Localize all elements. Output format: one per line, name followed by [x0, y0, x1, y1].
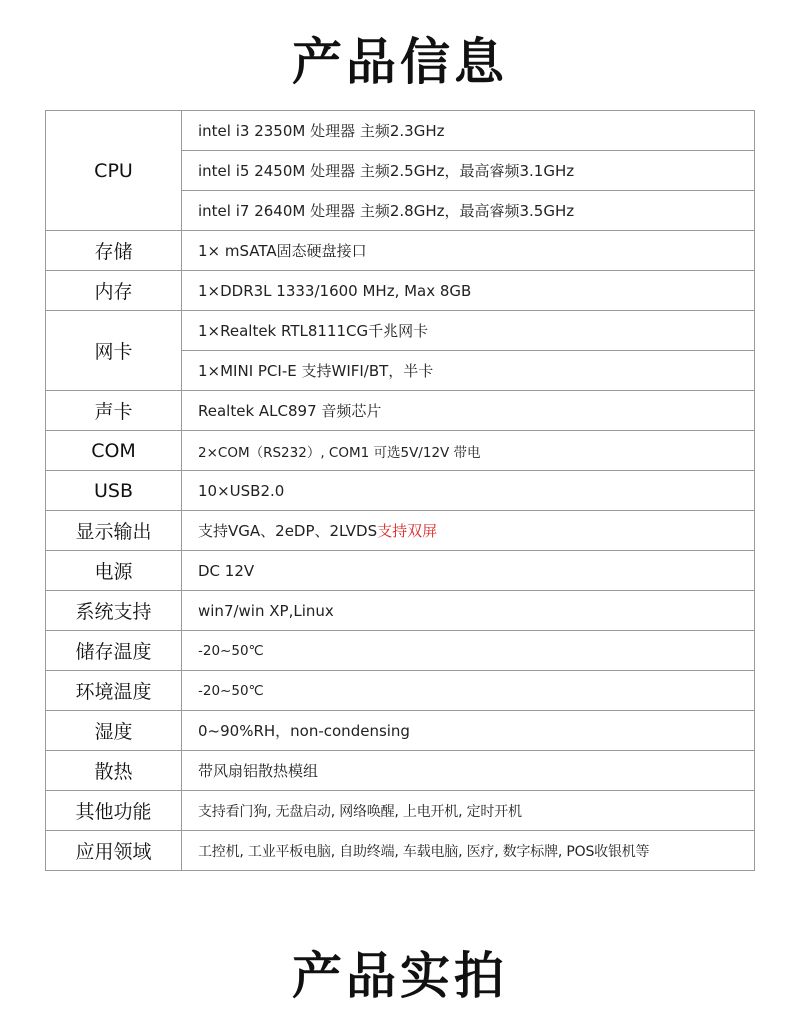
spec-value-usb: 10×USB2.0 [182, 471, 755, 511]
spec-row-nic [46, 311, 755, 351]
spec-label-other: 其他功能 [46, 791, 182, 831]
spec-label-sound: 声卡 [46, 391, 182, 431]
spec-row-other [46, 791, 755, 831]
spec-label-usb: USB [46, 471, 182, 511]
spec-label-cpu: CPU [46, 111, 182, 231]
spec-label-storage: 存储 [46, 231, 182, 271]
spec-label-cooling: 散热 [46, 751, 182, 791]
spec-row-env-temp [46, 671, 755, 711]
spec-value-other: 支持看门狗, 无盘启动, 网络唤醒, 上电开机, 定时开机 [182, 791, 755, 831]
spec-label-os: 系统支持 [46, 591, 182, 631]
spec-value-nic-lan: 1×Realtek RTL8111CG千兆网卡 [182, 311, 755, 351]
spec-row-cpu [46, 111, 755, 151]
spec-value-sound: Realtek ALC897 音频芯片 [182, 391, 755, 431]
spec-value-humidity: 0~90%RH，non-condensing [182, 711, 755, 751]
spec-value-nic-wifi: 1×MINI PCI-E 支持WIFI/BT，半卡 [182, 351, 755, 391]
spec-value-application: 工控机, 工业平板电脑, 自助终端, 车载电脑, 医疗, 数字标牌, POS收银机等 [182, 831, 755, 871]
spec-label-env-temp: 环境温度 [46, 671, 182, 711]
spec-row-cooling [46, 751, 755, 791]
spec-label-power: 电源 [46, 551, 182, 591]
spec-label-com: COM [46, 431, 182, 471]
spec-row-application [46, 831, 755, 871]
spec-table [45, 110, 755, 871]
spec-value-env-temp: -20~50℃ [182, 671, 755, 711]
spec-value-os: win7/win XP,Linux [182, 591, 755, 631]
spec-value-com: 2×COM（RS232）, COM1 可选5V/12V 带电 [182, 431, 755, 471]
spec-value-cpu-i7: intel i7 2640M 处理器 主频2.8GHz，最高睿频3.5GHz [182, 191, 755, 231]
spec-label-display: 显示输出 [46, 511, 182, 551]
spec-value-cpu-i5: intel i5 2450M 处理器 主频2.5GHz，最高睿频3.1GHz [182, 151, 755, 191]
spec-row-storage [46, 231, 755, 271]
spec-value-storage-temp: -20~50℃ [182, 631, 755, 671]
spec-row-display [46, 511, 755, 551]
spec-label-nic: 网卡 [46, 311, 182, 391]
dual-screen-highlight: 支持双屏 [377, 522, 438, 540]
spec-label-application: 应用领域 [46, 831, 182, 871]
product-info-title: 产品信息 [292, 33, 508, 91]
spec-value-power: DC 12V [182, 551, 755, 591]
spec-row-com [46, 431, 755, 471]
product-photos-title: 产品实拍 [292, 947, 508, 1005]
spec-row-storage-temp [46, 631, 755, 671]
spec-row-usb [46, 471, 755, 511]
spec-label-storage-temp: 储存温度 [46, 631, 182, 671]
spec-value-display-text: 支持VGA、2eDP、2LVDS [198, 522, 378, 540]
spec-row-sound [46, 391, 755, 431]
spec-value-memory: 1×DDR3L 1333/1600 MHz, Max 8GB [182, 271, 755, 311]
spec-row-os [46, 591, 755, 631]
spec-label-humidity: 湿度 [46, 711, 182, 751]
spec-label-memory: 内存 [46, 271, 182, 311]
spec-value-display [182, 511, 755, 551]
spec-value-storage: 1× mSATA固态硬盘接口 [182, 231, 755, 271]
spec-row-humidity [46, 711, 755, 751]
spec-value-cooling: 带风扇铝散热模组 [182, 751, 755, 791]
spec-row-memory [46, 271, 755, 311]
spec-row-power [46, 551, 755, 591]
spec-value-cpu-i3: intel i3 2350M 处理器 主频2.3GHz [182, 111, 755, 151]
